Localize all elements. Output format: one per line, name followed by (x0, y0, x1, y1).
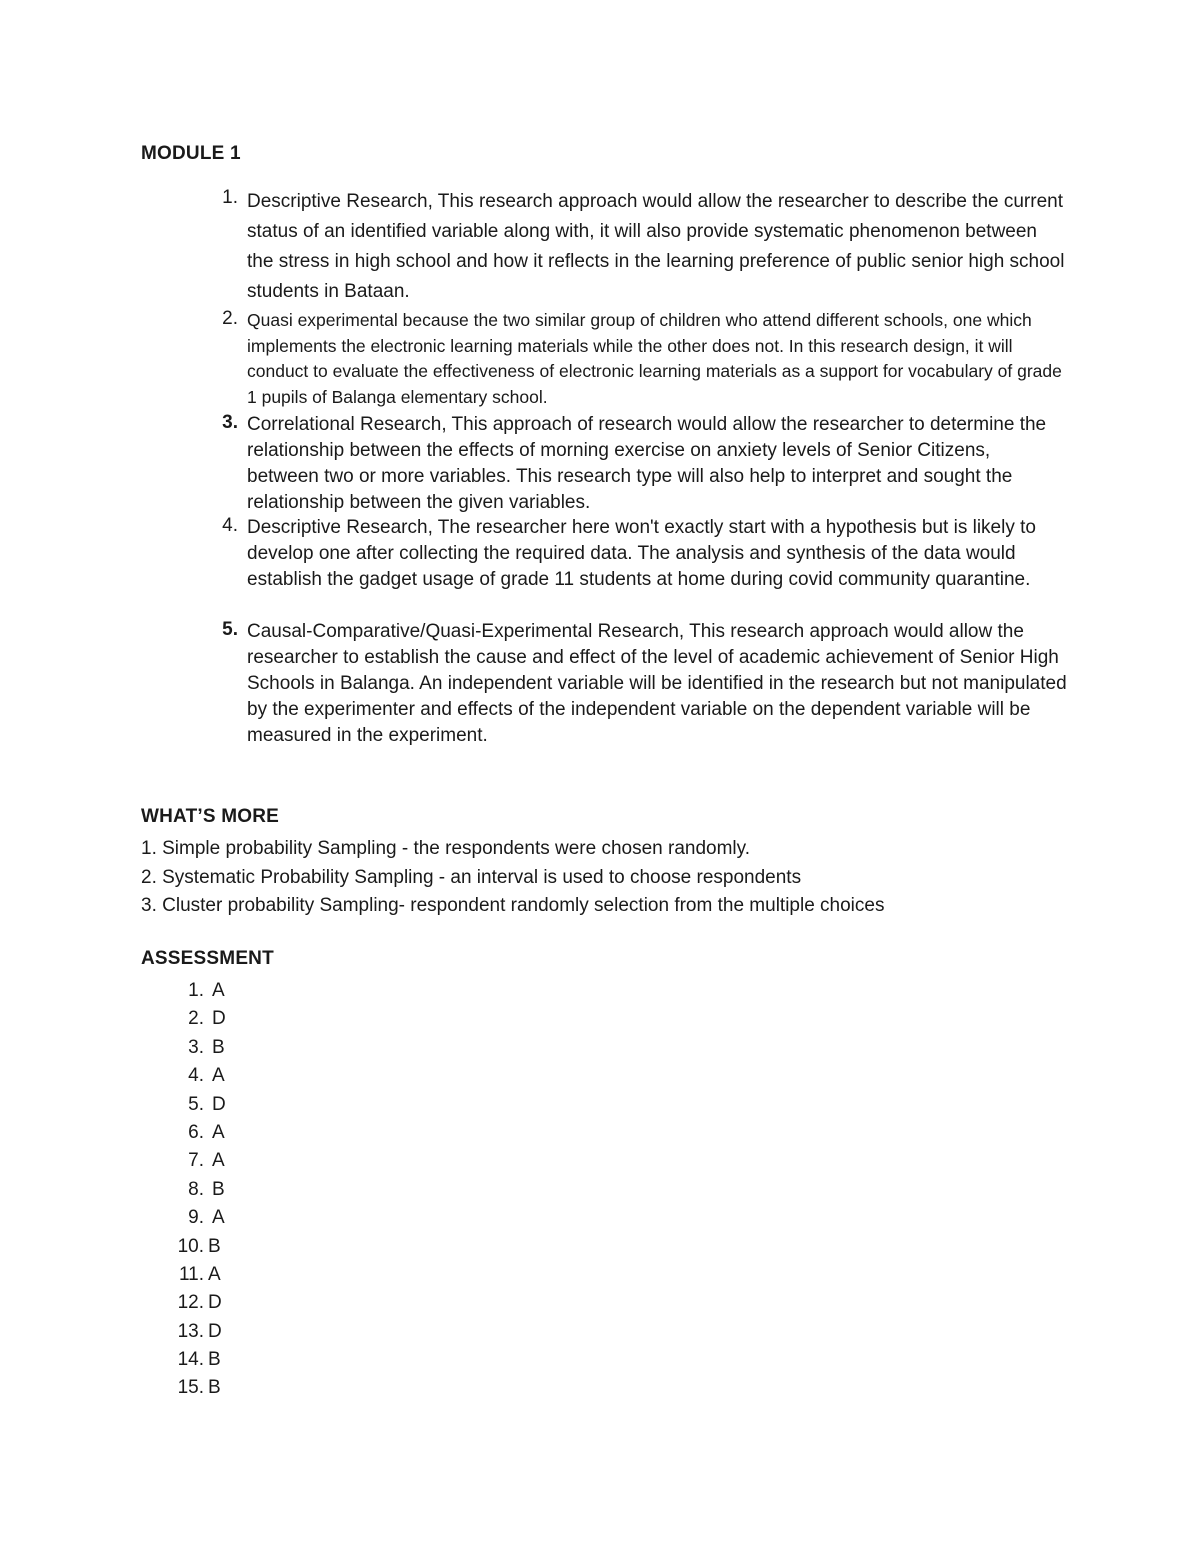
assessment-number: 15. (177, 1377, 204, 1399)
assessment-answer: A (212, 980, 225, 1001)
assessment-answer-list (160, 977, 226, 1403)
assessment-answer: B (208, 1349, 221, 1371)
assessment-number: 13. (177, 1320, 204, 1342)
module-item-number: 2. (222, 308, 238, 329)
assessment-answer: A (212, 1121, 225, 1143)
module-item-2 (222, 308, 1067, 410)
module-item-number: 3. (222, 412, 238, 433)
module-item-text: Descriptive Research, The researcher here won't exactly start with a hypothesis but is likely to develop one after collecting the required data. The analysis and synthesis of the data would establish the gadget usage of grade 11 students at home during covid community quarantine. (247, 517, 1036, 590)
module-item-text: Causal-Comparative/Quasi-Experimental Research, This research approach would allow the researcher to establish the cause and effect of the level of academic achievement of Senior High Schools in Balanga. An independent variable will be identified in the research but not manipulated by the experimenter and effects of the independent variable on the dependent variable will be measured in the experiment. (247, 621, 1067, 746)
assessment-answer: A (212, 1150, 225, 1172)
module-item-number: 4. (222, 515, 238, 536)
module-item-1 (222, 187, 1067, 307)
assessment-row (160, 1289, 226, 1317)
assessment-number: 8. (188, 1178, 204, 1200)
assessment-answer: B (208, 1377, 221, 1399)
assessment-answer: B (208, 1235, 221, 1257)
assessment-row (160, 1261, 226, 1289)
assessment-row (160, 1005, 226, 1033)
assessment-answer: A (212, 1065, 225, 1087)
module-item-text: Correlational Research, This approach of research would allow the researcher to determine the relationship between the effects of morning exercise on anxiety levels of Senior Citizens, between two or more variables. This research type will also help to interpret and sought the relationship between the given variables. (247, 414, 1047, 513)
assessment-answer: B (212, 1036, 225, 1058)
module-item-number: 5. (222, 619, 238, 640)
assessment-row (160, 1062, 226, 1090)
assessment-row (160, 1318, 226, 1346)
assessment-row (160, 1233, 226, 1261)
whats-more-line: 1. Simple probability Sampling - the respondents were chosen randomly. (141, 838, 751, 859)
assessment-answer: B (212, 1178, 225, 1200)
assessment-row (160, 1119, 226, 1147)
assessment-answer: D (212, 1008, 226, 1030)
assessment-answer: A (208, 1263, 221, 1285)
module-item-text: Quasi experimental because the two similar group of children who attend different schools, one which implements the electronic learning materials while the other does not. In this research design, it will conduct to evaluate the effectiveness of electronic learning materials as a support for vocabulary of grade 1 pupils of Balanga elementary school. (247, 310, 1062, 407)
module-item-text: Descriptive Research, This research approach would allow the researcher to describe the current status of an identified variable along with, it will also provide systematic phenomenon between the stress in high school and how it reflects in the learning preference of public senior high school students in Bataan. (247, 191, 1065, 302)
whats-more-heading: WHAT’S MORE (141, 806, 280, 827)
module-item-4 (222, 515, 1067, 593)
whats-more-list (141, 835, 1041, 921)
assessment-number: 1. (188, 980, 204, 1001)
assessment-row (160, 1147, 226, 1175)
assessment-number: 7. (188, 1150, 204, 1172)
assessment-answer: D (212, 1093, 226, 1115)
assessment-row (160, 1176, 226, 1204)
assessment-row (160, 977, 226, 1005)
assessment-row (160, 1374, 226, 1402)
assessment-number: 3. (188, 1036, 204, 1058)
assessment-answer: D (208, 1320, 222, 1342)
assessment-number: 5. (188, 1093, 204, 1115)
module-heading: MODULE 1 (141, 143, 241, 164)
assessment-answer: A (212, 1207, 225, 1229)
assessment-heading: ASSESSMENT (141, 948, 274, 969)
assessment-row (160, 1034, 226, 1062)
module-item-3 (222, 412, 1067, 516)
assessment-row (160, 1346, 226, 1374)
assessment-row (160, 1204, 226, 1232)
assessment-number: 11. (178, 1263, 204, 1285)
assessment-number: 4. (188, 1065, 204, 1087)
assessment-number: 9. (188, 1207, 204, 1229)
assessment-answer: D (208, 1292, 222, 1314)
assessment-number: 6. (188, 1121, 204, 1143)
module-item-number: 1. (222, 187, 238, 208)
assessment-number: 10. (177, 1235, 204, 1257)
assessment-row (160, 1091, 226, 1119)
assessment-number: 12. (177, 1292, 204, 1314)
assessment-number: 14. (177, 1349, 204, 1371)
module-item-5 (222, 619, 1067, 749)
whats-more-line: 3. Cluster probability Sampling- respondent randomly selection from the multiple choices (141, 895, 885, 916)
whats-more-line: 2. Systematic Probability Sampling - an interval is used to choose respondents (141, 866, 802, 888)
assessment-number: 2. (188, 1008, 204, 1030)
